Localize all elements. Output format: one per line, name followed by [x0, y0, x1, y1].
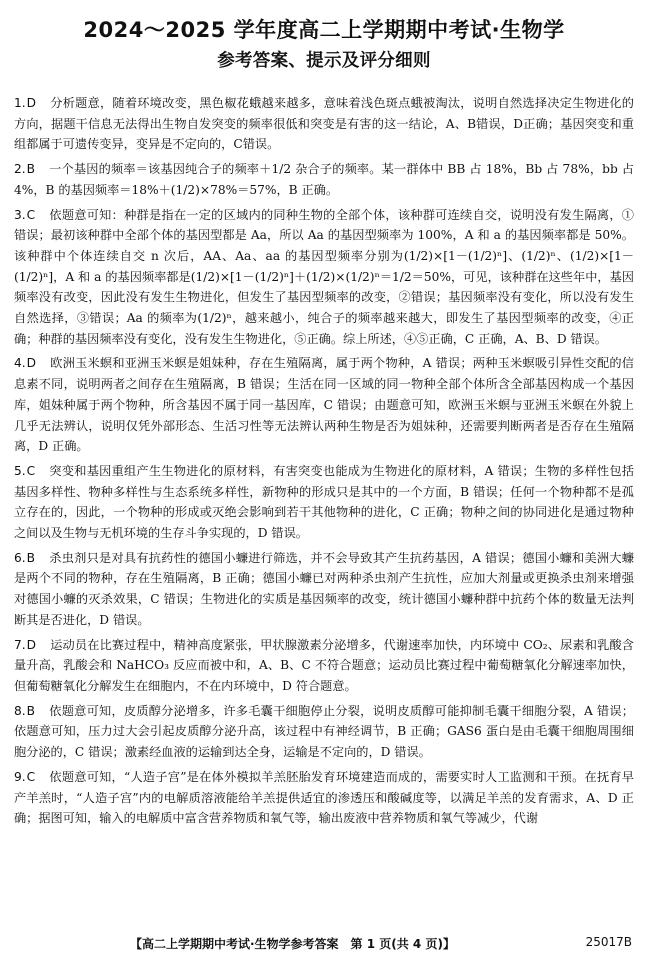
page-subtitle: 参考答案、提示及评分细则 — [217, 51, 431, 71]
question-item — [14, 767, 634, 829]
question-number: 3. — [14, 207, 26, 222]
question-answer: D — [26, 637, 37, 652]
question-explanation: 分析题意，随着环境改变，黑色椒花蛾越来越多，意味着浅色斑点蛾被淘汰，说明自然选择决定生物进化的方向，据题干信息无法得出生物自发突变的频率很低和突变是有害的这一结论，A、B错误，D正确；基因突变和重组都属于可遗传变异，变异是不定向的，C错误。 — [14, 96, 634, 152]
footer-page-info: 【高二上学期期中考试·生物学参考答案 第 1 页(共 4 页)】 — [130, 937, 455, 951]
question-explanation: 依题意可知，“人造子宫”是在体外模拟羊羔胚胎发育环境建造而成的，需要实时人工监测和干预。在抚育早产羊羔时，“人造子宫”内的电解质溶液能给羊羔提供适宜的渗透压和酸碱度等，以满足羊羔的发育需求，A、D 正确；据图可知，输入的电解质中富含营养物质和氧气等，输出废液中营养物质和氧气等减少，代谢 — [14, 769, 634, 826]
question-answer: D — [26, 96, 37, 110]
answer-list — [14, 93, 634, 925]
question-explanation: 运动员在比赛过程中，精神高度紧张，甲状腺激素分泌增多，代谢速率加快，内环境中 CO₂、尿素和乳酸含量升高，乳酸会和 NaHCO₃ 反应而被中和，A、B、C 不符合题意；运动员比赛过程中葡萄糖氧化分解速率加快，但葡萄糖氧化分解发生在细胞内，不在内环境中，D 符合题意。 — [14, 637, 634, 693]
question-item — [14, 93, 634, 155]
question-item — [14, 635, 634, 697]
question-answer: C — [26, 207, 36, 222]
question-explanation: 依题意可知：种群是指在一定的区域内的同种生物的全部个体，该种群可连续自交，说明没有发生隔离，①错误；最初该种群中全部个体的基因型都是 Aa，所以 Aa 的基因型频率为 100%，A 和 a 的基因频率都是 50%。该种群中个体连续自交 n 次后，AA、Aa、aa 的基因型频率分别为(1/2)×[1－(1/2)ⁿ]、(1/2)ⁿ、(1/2)×[1－(1/2)ⁿ]，A 和 a 的基因频率都是(1/2)×[1－(1/2)ⁿ]＋(1/2)×(1/2)ⁿ＝1/2＝50%，可见，该种群在这些年中，基因频率没有改变，因此没有发生生物进化，但发生了基因型频率的改变，②错误；基因频率没有变化，所以没有发生自然选择，③错误；Aa 的频率为(1/2)ⁿ，越来越小，纯合子的频率越来越大，即发生了基因型频率的改变，④正确；种群的基因频率没有变化，没有发生生物进化，⑤正确。综上所述，④⑤正确，C 正确，A、B、D 错误。 — [14, 207, 634, 346]
question-item — [14, 461, 634, 544]
question-item — [14, 353, 634, 457]
question-number: 5. — [14, 463, 26, 478]
question-answer: B — [26, 703, 36, 718]
question-answer: B — [26, 162, 36, 177]
question-explanation: 突变和基因重组产生生物进化的原材料，有害突变也能成为生物进化的原材料，A 错误；生物的多样性包括基因多样性、物种多样性与生态系统多样性，新物种的形成只是其中的一个方面，B 错误；任何一个物种都不是孤立存在的，因此，一个物种的形成或灭绝会影响到若干其他物种的进化，C 正确；物种之间的协同进化是通过物种之间以及生物与无机环境的生存斗争实现的，D 错误。 — [14, 463, 634, 541]
page-title: 2024～2025 学年度高二上学期期中考试·生物学 — [83, 18, 565, 42]
question-answer: D — [26, 356, 37, 371]
question-answer: C — [26, 463, 36, 478]
question-item — [14, 548, 634, 631]
question-number: 7. — [14, 637, 26, 652]
question-explanation: 欧洲玉米螟和亚洲玉米螟是姐妹种，存在生殖隔离，属于两个物种，A 错误；两种玉米螟吸引异性交配的信息素不同，说明两者之间存在生殖隔离，B 错误；生活在同一区域的同一物种全部个体所含全部基因构成一个基因库，姐妹种属于两个物种，所含基因不属于同一基因库，C 错误；由题意可知，欧洲玉米螟与亚洲玉米螟在外貌上几乎无法辨认，说明仅凭外部形态、生活习性等无法辨认两种生物是否为姐妹种，还需要判断两者是否存在生殖隔离，D 正确。 — [14, 356, 634, 454]
question-explanation: 依题意可知，皮质醇分泌增多，许多毛囊干细胞停止分裂，说明皮质醇可能抑制毛囊干细胞分裂，A 错误；依题意可知，压力过大会引起皮质醇分泌升高，该过程中有神经调节，B 正确；GAS6 蛋白是由毛囊干细胞周围细胞分泌的，C 错误；激素经血液的运输到达全身，运输是不定向的，D 错误。 — [14, 703, 634, 760]
question-number: 6. — [14, 550, 26, 565]
question-number: 8. — [14, 703, 26, 718]
question-explanation: 一个基因的频率＝该基因纯合子的频率＋1/2 杂合子的频率。某一群体中 BB 占 18%，Bb 占 78%，bb 占 4%，B 的基因频率＝18%＋(1/2)×78%＝57%，B 正确。 — [14, 162, 634, 197]
question-item — [14, 701, 634, 763]
question-explanation: 杀虫剂只是对具有抗药性的德国小蠊进行筛选，并不会导致其产生抗药基因，A 错误；德国小蠊和美洲大蠊是两个不同的物种，存在生殖隔离，B 正确；德国小蠊已对两种杀虫剂产生抗性，应加大剂量或更换杀虫剂来增强对德国小蠊的灭杀效果，C 错误；生物进化的实质是基因频率的改变，统计德国小蠊种群中抗药个体的数量无法判断其是否进化，D 错误。 — [14, 550, 634, 627]
question-number: 1. — [14, 96, 26, 110]
question-number: 2. — [14, 162, 26, 177]
question-answer: C — [26, 769, 36, 784]
footer-paper-code: 25017B — [585, 935, 632, 949]
page-footer — [0, 935, 648, 955]
question-item — [14, 205, 634, 350]
question-number: 4. — [14, 356, 26, 371]
question-number: 9. — [14, 769, 26, 784]
question-item — [14, 159, 634, 200]
question-answer: B — [26, 550, 36, 565]
